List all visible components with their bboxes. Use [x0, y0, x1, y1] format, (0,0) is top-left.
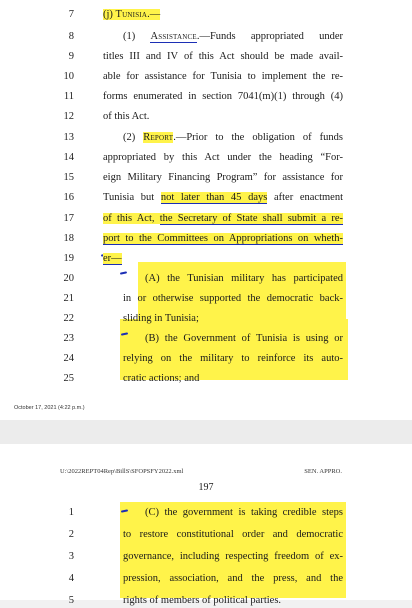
line-number: 24 [63, 353, 74, 364]
text-run: .— [147, 9, 161, 20]
text-line [145, 272, 343, 286]
text-run: (B) the Government of Tunisia is using or [145, 333, 343, 344]
highlight-block-b [120, 319, 348, 380]
page-gap [0, 420, 412, 444]
line-number: 25 [63, 373, 74, 384]
text-line [103, 8, 343, 22]
line-number: 18 [63, 233, 74, 244]
line-number: 9 [68, 51, 74, 62]
text-run: rights of members of political parties. [123, 595, 282, 606]
text-line [103, 110, 343, 124]
text-line [123, 312, 343, 326]
text-line [123, 372, 343, 386]
line-number: 12 [63, 111, 74, 122]
text-line [103, 252, 343, 266]
line-number: 23 [63, 333, 74, 344]
line-number: 2 [68, 529, 74, 540]
line-number: 19 [63, 253, 74, 264]
text-run: to restore constitutional order and democratic [123, 529, 343, 540]
line-number: 17 [63, 213, 74, 224]
line-number: 4 [68, 573, 74, 584]
line-number: 3 [68, 551, 74, 562]
text-run: appropriated by this Act under the heading “For- [103, 152, 343, 163]
text-run: Tunisia but [103, 192, 161, 203]
text-line [103, 212, 343, 226]
text-run: port to the Committees on Appropriations on wheth- [103, 233, 343, 244]
text-line [103, 50, 343, 64]
line-number: 10 [63, 71, 74, 82]
text-line [123, 528, 343, 542]
text-run: (j) [103, 9, 116, 20]
line-number: 1 [68, 507, 74, 518]
line-number: 22 [63, 313, 74, 324]
text-run: Tunisia [115, 9, 148, 20]
text-run: of this Act, [103, 213, 160, 224]
text-run: Report [143, 132, 174, 143]
text-line [103, 70, 343, 84]
text-run: pression, association, and the press, and the [123, 573, 343, 584]
text-line [123, 131, 343, 145]
text-line [145, 506, 343, 520]
text-line [123, 30, 343, 44]
footer-date: October 17, 2021 (4:22 p.m.) [14, 405, 85, 411]
text-run: (2) [123, 132, 144, 143]
text-run: (C) the government is taking credible steps [145, 507, 343, 518]
text-run: governance, including respecting freedom of ex- [123, 551, 343, 562]
line-number: 11 [63, 91, 74, 102]
text-run: .—Funds appropriated under [196, 31, 343, 42]
text-line [123, 550, 343, 564]
line-number: 16 [63, 192, 74, 203]
text-run: er— [103, 253, 122, 264]
text-run: .—Prior to the obligation of funds [173, 132, 343, 143]
text-line [103, 90, 343, 104]
text-run: cratic actions; and [123, 373, 200, 384]
text-run: titles III and IV of this Act should be made avail- [103, 51, 343, 62]
line-number: 5 [68, 595, 74, 606]
text-run: forms enumerated in section 7041(m)(1) through (4) [103, 91, 343, 102]
line-number: 7 [68, 9, 74, 20]
text-run: of this Act. [103, 111, 150, 122]
text-run: not later than 45 days [160, 192, 268, 203]
text-line [145, 332, 343, 346]
text-run: the Secretary of State shall submit a re- [159, 213, 343, 224]
file-path-header: U:\2022REPT04Rep\BillS\SFOPSFY2022.xml [60, 468, 184, 475]
text-line [103, 232, 343, 246]
text-run: after enactment [267, 192, 343, 203]
text-run: eign Military Financing Program” for assistance for [103, 172, 343, 183]
text-line [103, 191, 343, 205]
line-number: 13 [63, 132, 74, 143]
text-line [123, 594, 343, 608]
committee-header: SEN. APPRO. [304, 468, 342, 475]
line-number: 20 [63, 273, 74, 284]
document-page-197 [0, 444, 412, 606]
text-run: sliding in Tunisia; [123, 313, 199, 324]
annotation-dash-a [120, 271, 127, 274]
text-line [103, 151, 343, 165]
page-number: 197 [198, 482, 214, 493]
text-line [103, 171, 343, 185]
text-run: in or otherwise supported the democratic back- [123, 293, 343, 304]
line-number: 15 [63, 172, 74, 183]
line-number: 21 [63, 293, 74, 304]
line-number: 8 [68, 31, 74, 42]
text-run: (1) [123, 31, 151, 42]
text-run: Assistance [150, 31, 197, 42]
text-line [123, 292, 343, 306]
text-line [123, 352, 343, 366]
text-run: (A) the Tunisian military has participated [145, 273, 343, 284]
line-number: 14 [63, 152, 74, 163]
text-run: able for assistance for Tunisia to implement the re- [103, 71, 343, 82]
text-line [123, 572, 343, 586]
text-run: relying on the military to reinforce its auto- [123, 353, 343, 364]
